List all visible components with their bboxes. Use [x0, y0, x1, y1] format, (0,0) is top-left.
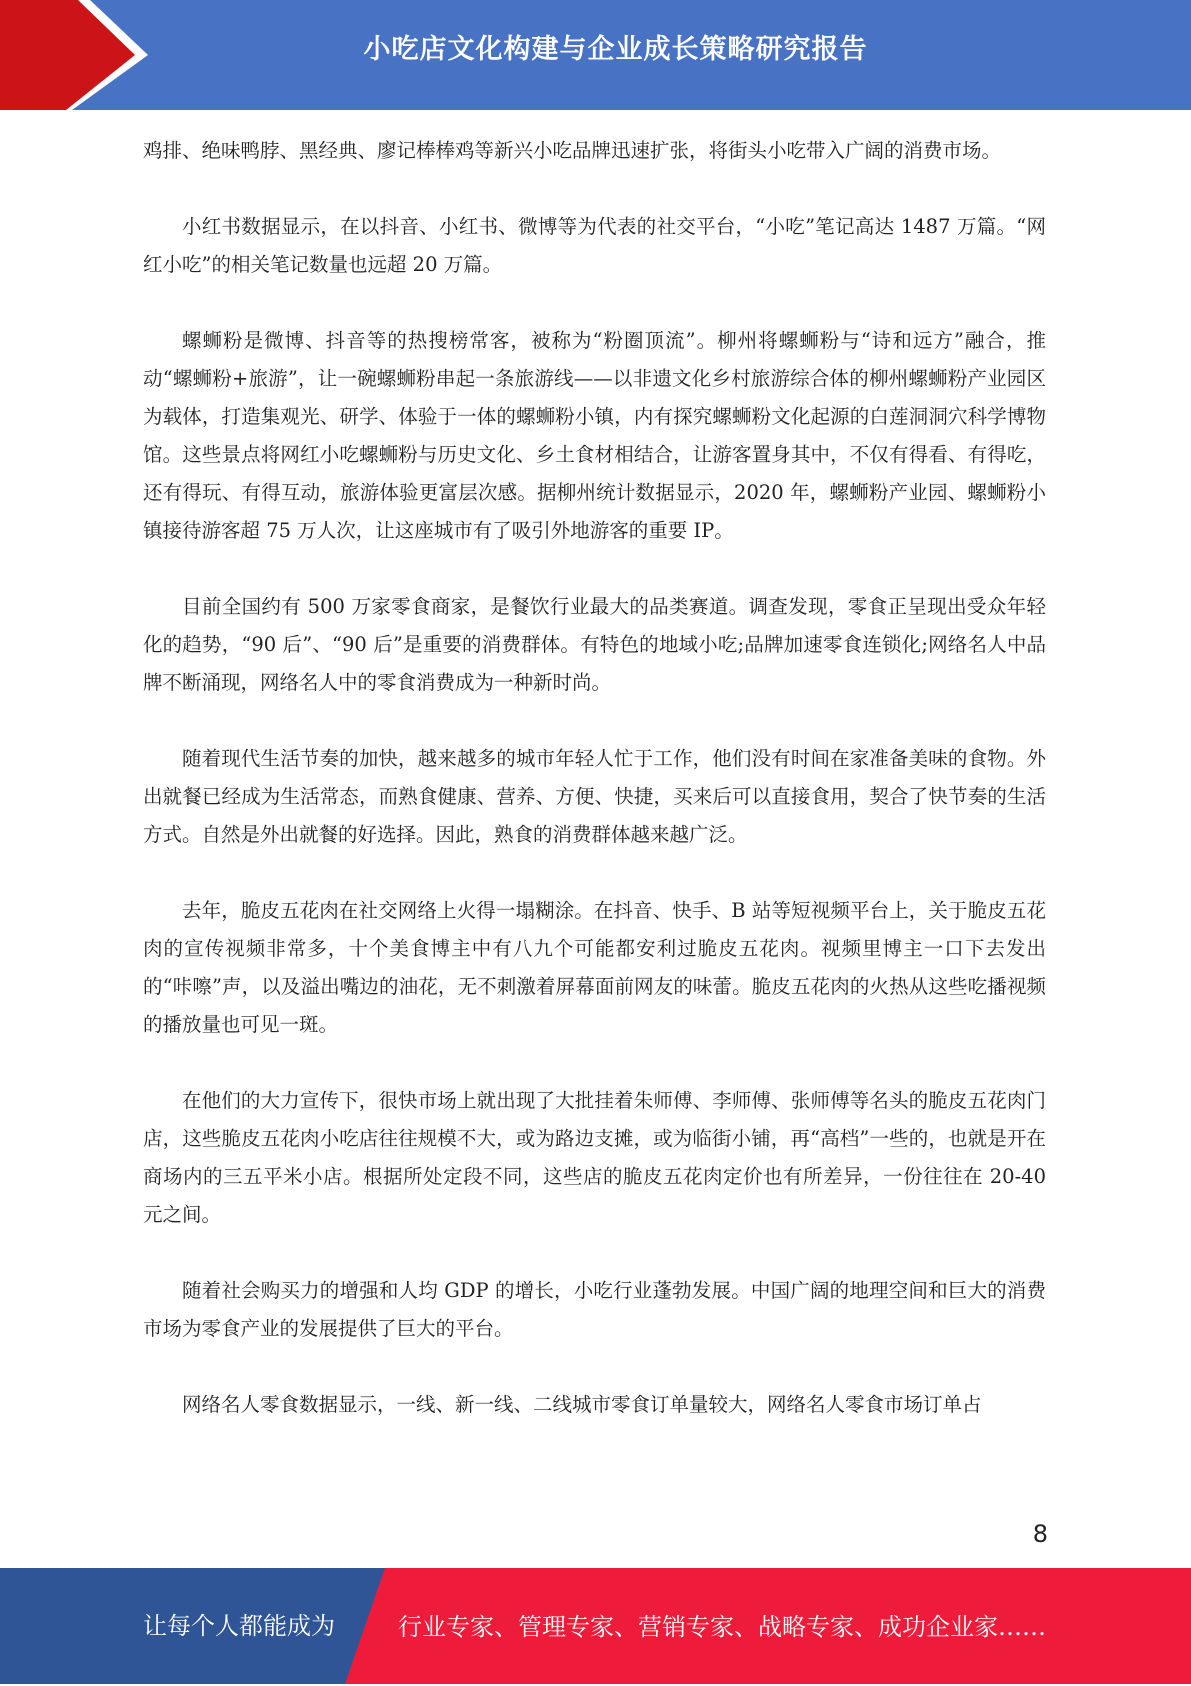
- paragraph-1: 鸡排、绝味鸭脖、黑经典、廖记棒棒鸡等新兴小吃品牌迅速扩张，将街头小吃带入广阔的消费市场。: [143, 139, 1002, 162]
- report-footer: [0, 1568, 1191, 1684]
- footer-slogan-right: 行业专家、管理专家、营销专家、战略专家、成功企业家……: [398, 1613, 1046, 1641]
- footer-slogan-left: 让每个人都能成为: [143, 1612, 335, 1640]
- paragraph-4: 目前全国约有 500 万家零食商家，是餐饮行业最大的品类赛道。调查发现，零食正呈现出受众年轻化的趋势，“90 后”、“90 后”是重要的消费群体。有特色的地域小吃;品牌加速零食连锁化;网络名人中品牌不断涌现，网络名人中的零食消费成为一种新时尚。: [143, 595, 1046, 694]
- report-header: [0, 0, 1191, 110]
- article-body: [143, 132, 1046, 1462]
- paragraph-8: 随着社会购买力的增强和人均 GDP 的增长，小吃行业蓬勃发展。中国广阔的地理空间和巨大的消费市场为零食产业的发展提供了巨大的平台。: [143, 1279, 1046, 1340]
- paragraph-2: 小红书数据显示，在以抖音、小红书、微博等为代表的社交平台，“小吃”笔记高达 1487 万篇。“网红小吃”的相关笔记数量也远超 20 万篇。: [143, 215, 1046, 276]
- paragraph-5: 随着现代生活节奏的加快，越来越多的城市年轻人忙于工作，他们没有时间在家准备美味的食物。外出就餐已经成为生活常态，而熟食健康、营养、方便、快捷，买来后可以直接食用，契合了快节奏的生活方式。自然是外出就餐的好选择。因此，熟食的消费群体越来越广泛。: [143, 747, 1046, 846]
- paragraph-3: 螺蛳粉是微博、抖音等的热搜榜常客，被称为“粉圈顶流”。柳州将螺蛳粉与“诗和远方”融合，推动“螺蛳粉+旅游”，让一碗螺蛳粉串起一条旅游线——以非遗文化乡村旅游综合体的柳州螺蛳粉产业园区为载体，打造集观光、研学、体验于一体的螺蛳粉小镇，内有探究螺蛳粉文化起源的白莲洞洞穴科学博物馆。这些景点将网红小吃螺蛳粉与历史文化、乡土食材相结合，让游客置身其中，不仅有得看、有得吃，还有得玩、有得互动，旅游体验更富层次感。据柳州统计数据显示，2020 年，螺蛳粉产业园、螺蛳粉小镇接待游客超 75 万人次，让这座城市有了吸引外地游客的重要 IP。: [143, 329, 1046, 542]
- page-number: 8: [1032, 1520, 1048, 1548]
- paragraph-9: 网络名人零食数据显示，一线、新一线、二线城市零食订单量较大，网络名人零食市场订单占: [182, 1393, 982, 1416]
- paragraph-6: 去年，脆皮五花肉在社交网络上火得一塌糊涂。在抖音、快手、B 站等短视频平台上，关于脆皮五花肉的宣传视频非常多，十个美食博主中有八九个可能都安利过脆皮五花肉。视频里博主一口下去发出的“咔嚓”声，以及溢出嘴边的油花，无不刺激着屏幕面前网友的味蕾。脆皮五花肉的火热从这些吃播视频的播放量也可见一斑。: [143, 899, 1046, 1036]
- report-title: 小吃店文化构建与企业成长策略研究报告: [363, 34, 868, 65]
- paragraph-7: 在他们的大力宣传下，很快市场上就出现了大批挂着朱师傅、李师傅、张师傅等名头的脆皮五花肉门店，这些脆皮五花肉小吃店往往规模不大，或为路边支摊，或为临街小铺，再“高档”一些的，也就是开在商场内的三五平米小店。根据所处定段不同，这些店的脆皮五花肉定价也有所差异，一份往往在 20-40 元之间。: [143, 1089, 1046, 1226]
